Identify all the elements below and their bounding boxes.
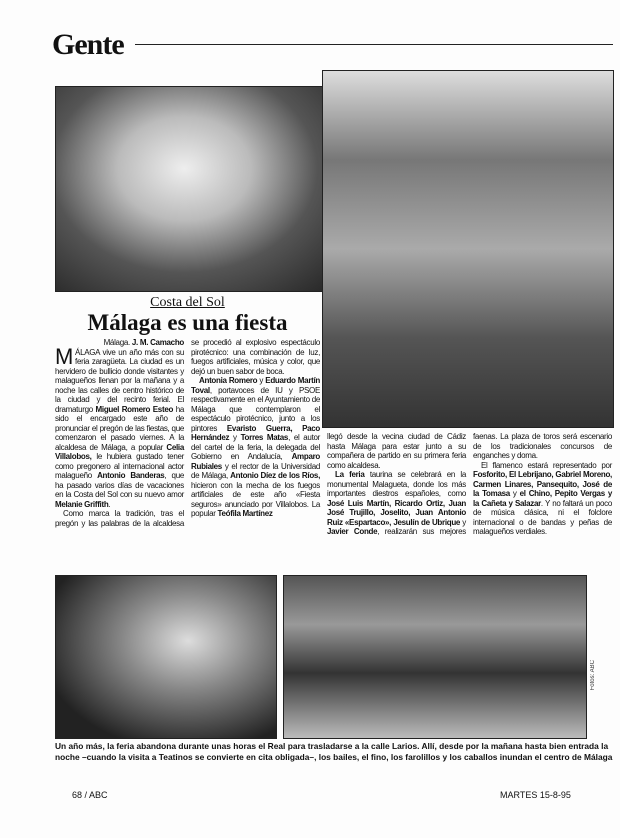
paragraph-5: El flamenco estará representado por Fosforito, El Lebrijano, Gabriel Moreno, Carmen Linares, Pansequito, José de la Tomasa y el Chino, Pepito Vergas y la Cañeta y Salazar. Y no faltará un poco de música clásica, ni el folclore internacional o de bandas y peñas de malagueños verdiales.	[473, 460, 613, 536]
photo-dancers	[55, 575, 277, 739]
paragraph-2: Como marca la tradición, tras el pregón y las palabras de la alcaldesa se procedió al explosivo espectáculo pirotécnico: una combinación de luz, fuegos artificiales, música y color, que dejó un buen sabor de boca.	[55, 338, 320, 528]
issue-date: MARTES 15-8-95	[500, 790, 571, 800]
photo-calle-larios	[322, 70, 614, 428]
paragraph-4: La feria taurina se celebrará en la monumental Malagueta, donde los más importantes diestros españoles, como José Luis Martín, Ricardo Ortiz, Juan José Trujillo, Joselito, Juan Antonio Ruiz «Espartaco», Jesulín de Ubrique y Javier Conde, realizarán sus mejores faenas. La plaza de toros será escenario de los tradicionales concursos de enganches y doma.	[327, 432, 612, 536]
photo-pregon	[55, 86, 342, 292]
photo-credit: Fotos: ABC	[590, 660, 596, 691]
photo-caption: Un año más, la feria abandona durante unas horas el Real para trasladarse a la calle Larios. Allí, desde por la mañana hasta bien entrada la noche –cuando la visita a Teatinos se convierte en cita obligada–, los bailes, el fino, los farolillos y los caballos inundan el centro de Málaga	[55, 741, 613, 762]
page-folio: 68 / ABC	[72, 790, 108, 800]
kicker: Costa del Sol	[150, 295, 225, 310]
photo-horses	[283, 575, 587, 739]
article-columns-right	[327, 432, 612, 537]
paragraph-3: Antonia Romero y Eduardo Martín Toval, portavoces de IU y PSOE respectivamente en el Ayuntamiento de Málaga que contemplaron el espectáculo pirotécnico, junto a los pintores Evaristo Guerra, Paco Hernández y Torres Matas, el autor del cartel de la feria, la delegada del Gobierno en Andalucía, Amparo Rubiales y el rector de la Universidad de Málaga, Antonio Díez de los Ríos, hicieron con la mecha de los fuegos artificiales de este año «Fiesta seguros» anunciado por Villalobos. La popular Teófila Martínez	[191, 376, 321, 518]
headline: Málaga es una fiesta	[87, 310, 288, 335]
paragraph-3-continued: llegó desde la vecina ciudad de Cádiz hasta Málaga para estar junto a su compañera de partido en su primera feria como alcaldesa.	[327, 432, 466, 470]
section-rule	[135, 44, 613, 45]
section-title: Gente	[52, 28, 124, 61]
dropcap: M	[55, 343, 74, 369]
article-columns-left	[55, 338, 320, 528]
byline: Málaga. J. M. Camacho	[103, 338, 184, 347]
paragraph-1: MÁLAGA vive un año más con su feria zaragüeta. La ciudad es un hervidero de bullicio donde visitantes y malagueños llenan por la mañana y a noche las calles de centro histórico de la ciudad y del recinto ferial. El dramaturgo Miguel Romero Esteo ha sido el encargado este año de pronunciar el pregón de las fiestas, que comenzaron el pasado viernes. A la alcaldesa de Málaga, a popular Celia Villalobos, le hubiera gustado tener como pregonero al internacional actor malagueño Antonio Banderas, que ha pasado varios días de vacaciones en la Costa del Sol con su nuevo amor Melanie Griffith.	[55, 343, 184, 509]
